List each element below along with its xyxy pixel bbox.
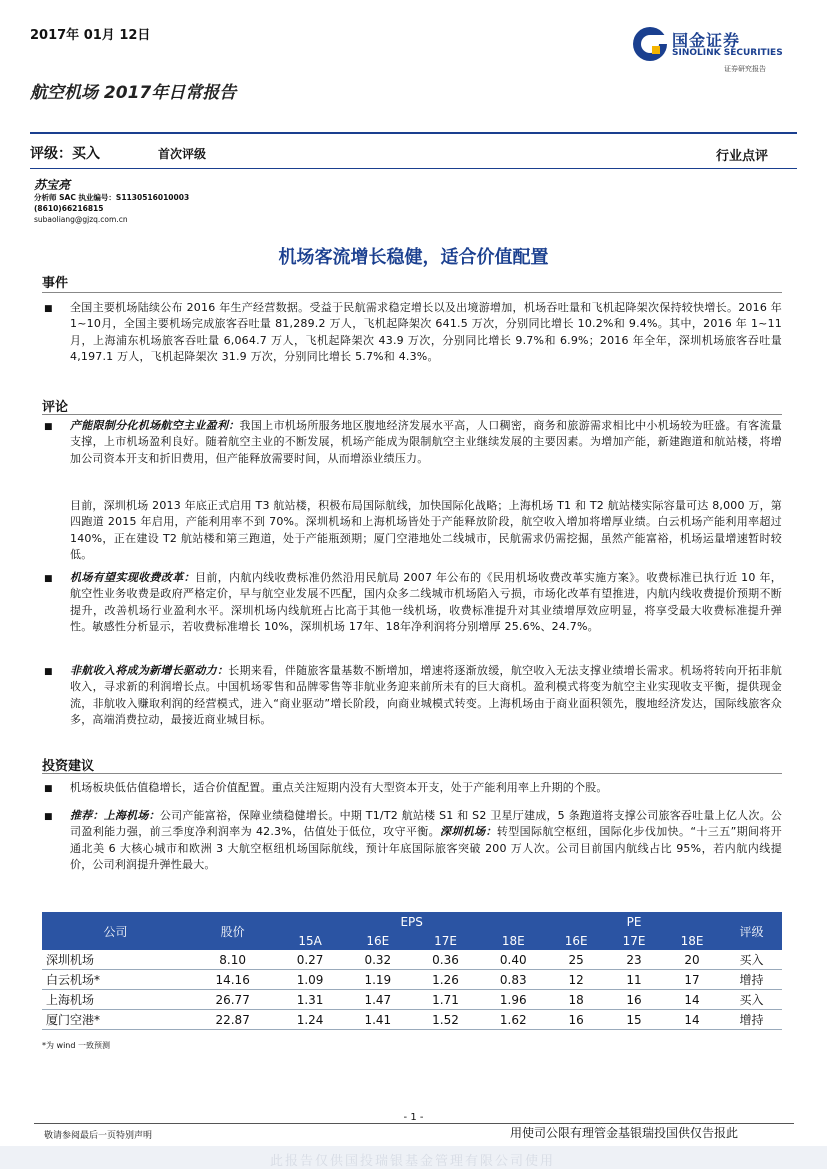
footer-mirror-text: 用使司公限有理管金基银瑞投国供仅告报此 [510, 1126, 739, 1140]
header-year: 16E [547, 931, 605, 950]
header-year: 18E [663, 931, 721, 950]
table-cell: 12 [547, 970, 605, 990]
report-title: 航空机场 2017年日常报告 [30, 83, 237, 103]
table-cell: 14.16 [189, 970, 276, 990]
table-cell: 17 [663, 970, 721, 990]
table-cell: 深圳机场 [42, 950, 189, 970]
table-cell: 0.40 [479, 950, 547, 970]
table-cell: 26.77 [189, 990, 276, 1010]
table-note: *为 wind 一致预测 [42, 1041, 110, 1050]
table-cell: 0.27 [276, 950, 344, 970]
bullet-icon: ■ [44, 304, 53, 314]
sinolink-logo-icon [632, 26, 668, 62]
section-divider [42, 773, 782, 774]
header-company: 公司 [42, 912, 189, 950]
header-year: 18E [479, 931, 547, 950]
table-cell: 14 [663, 1010, 721, 1030]
table-cell: 增持 [721, 970, 782, 990]
headline: 机场客流增长稳健，适合价值配置 [278, 247, 549, 268]
analyst-phone: (8610)66216815 [34, 204, 104, 213]
table-cell: 1.24 [276, 1010, 344, 1030]
watermark: 此报告仅供国投瑞银基金管理有限公司使用 [270, 1154, 556, 1169]
bullet-icon: ■ [44, 574, 53, 584]
analyst-email[interactable]: subaoliang@gjzq.com.cn [34, 215, 128, 224]
table-cell: 18 [547, 990, 605, 1010]
section-divider [42, 292, 782, 293]
footer-disclaimer: 敬请参阅最后一页特别声明 [44, 1131, 153, 1141]
table-cell: 厦门空港* [42, 1010, 189, 1030]
header-year: 17E [412, 931, 480, 950]
page-number: - 1 - [403, 1112, 424, 1123]
table-cell: 11 [605, 970, 663, 990]
table-cell: 8.10 [189, 950, 276, 970]
header-rating: 评级 [721, 912, 782, 950]
table-cell: 1.31 [276, 990, 344, 1010]
table-cell: 0.32 [344, 950, 412, 970]
table-cell: 16 [547, 1010, 605, 1030]
table-cell: 15 [605, 1010, 663, 1030]
section-comment-title: 评论 [42, 400, 69, 415]
bullet-icon: ■ [44, 422, 53, 432]
comment-paragraph-3 [70, 570, 782, 635]
bullet-icon: ■ [44, 667, 53, 677]
header-eps: EPS [276, 912, 547, 931]
comment-paragraph-1 [70, 418, 782, 467]
table-cell: 1.26 [412, 970, 480, 990]
industry-label: 行业点评 [716, 149, 769, 164]
rating-label: 评级：买入 [30, 146, 100, 162]
table-cell: 1.47 [344, 990, 412, 1010]
table-row [42, 1010, 782, 1030]
table-cell: 0.83 [479, 970, 547, 990]
table-cell: 14 [663, 990, 721, 1010]
section-divider [42, 414, 782, 415]
bullet-icon: ■ [44, 812, 53, 822]
comment-lead-3: 机场有望实现收费改革： [70, 571, 195, 584]
table-cell: 20 [663, 950, 721, 970]
table-cell: 0.36 [412, 950, 480, 970]
report-date: 2017年 01月 12日 [30, 28, 151, 43]
comment-paragraph-2: 目前，深圳机场 2013 年底正式启用 T3 航站楼，积极布局国际航线，加快国际化战略；上海机场 T1 和 T2 航站楼实际容量可达 8,000 万，第四跑道 2015 年启用，产能利用率不到 70%。深圳机场和上海机场皆处于产能释放阶段，航空收入增加将增厚业绩。白云机场产能利用率超过 140%，正在建设 T2 航站楼和第三跑道，处于产能瓶颈期；厦门空港地处二线城市，民航需求仍需挖掘，虽然产能富裕，机场运量增速暂时较低。 [70, 499, 782, 561]
header-pe: PE [547, 912, 721, 931]
table-row [42, 950, 782, 970]
brand-name-cn: 国金证券 [672, 31, 741, 50]
analyst-name: 苏宝亮 [34, 178, 71, 192]
section-invest-title: 投资建议 [42, 759, 95, 774]
table-row [42, 970, 782, 990]
invest-lead-shanghai: 推荐：上海机场： [70, 809, 160, 822]
header-year: 17E [605, 931, 663, 950]
table-cell: 买入 [721, 950, 782, 970]
table-cell: 22.87 [189, 1010, 276, 1030]
comment-text-4: 长期来看，伴随旅客量基数不断增加，增速将逐渐放缓，航空收入无法支撑业绩增长需求。机场将转向开拓非航收入，寻求新的利润增长点。中国机场零售和品牌零售等非航业务迎来前所未有的巨大商机。盈利模式将变为航空主业实现收支平衡，提供现金流，非航收入赚取利润的经营模式，进入“商业驱动”增长阶段，向商业城模式转变。上海机场由于商业面积领先，腹地经济发达，国际线旅客众多，高端消费拉动，最接近商业城目标。 [70, 664, 782, 726]
table-row [42, 990, 782, 1010]
table-cell: 23 [605, 950, 663, 970]
table-cell: 1.96 [479, 990, 547, 1010]
rating-bar [30, 132, 797, 169]
header-year: 16E [344, 931, 412, 950]
section-event-title: 事件 [42, 276, 69, 291]
table-cell: 1.41 [344, 1010, 412, 1030]
table-cell: 白云机场* [42, 970, 189, 990]
table-cell: 1.62 [479, 1010, 547, 1030]
brand-tag: 证券研究报告 [724, 65, 766, 73]
rating-first: 首次评级 [158, 147, 207, 161]
table-cell: 1.09 [276, 970, 344, 990]
comment-lead-4: 非航收入将成为新增长驱动力： [70, 664, 229, 677]
event-paragraph: 全国主要机场陆续公布 2016 年生产经营数据。受益于民航需求稳定增长以及出境游增加，机场吞吐量和飞机起降架次保持较快增长。2016 年 1~10月，全国主要机场完成旅客吞吐量 81,289.2 万人，飞机起降架次 641.5 万次，分别同比增长 10.2%和 9.4%。其中，2016 年 1~11月，上海浦东机场旅客吞吐量 6,064.7 万人，飞机起降架次 43.9 万次，分别同比增长 9.7%和 6.9%；2016 年全年，深圳机场旅客吞吐量 4,197.1 万人，飞机起降架次 31.9 万次，分别同比增长 5.7%和 4.3%。 [70, 301, 782, 363]
table-cell: 1.52 [412, 1010, 480, 1030]
invest-text-shanghai: 公司产能富裕，保障业绩稳健增长。中期 T1/T2 航站楼 S1 和 S2 卫星厅建成，5 条跑道将支撑公司旅客吞吐量上亿人次。公司盈利能力强，前三季度净利润率为 42.3%，估值处于低位，攻守平衡。 [70, 809, 783, 839]
header-year: 15A [276, 931, 344, 950]
valuation-table [42, 912, 782, 1030]
table-cell: 增持 [721, 1010, 782, 1030]
comment-lead-1: 产能限制分化机场航空主业盈利： [70, 419, 240, 432]
comment-text-3: 目前，内航内线收费标准仍然沿用民航局 2007 年公布的《民用机场收费改革实施方案》。收费标准已执行近 10 年，航空性业务收费是政府严格定价，早与航空业发展不匹配，国内众多二线城市机场陷入亏损，市场化改革有望推进，内航内线收费提价预期不断提升，改善机场行业盈利水平。深圳机场内线航班占比高于其他一线机场，收费标准提升对其业绩增厚效应明显，将享受最大收费标准提升弹性。敏感性分析显示，若收费标准增长 10%，深圳机场 17年、18年净利润将分别增厚 25.6%、24.7%。 [70, 571, 783, 633]
table-cell: 1.19 [344, 970, 412, 990]
table-cell: 16 [605, 990, 663, 1010]
table-cell: 上海机场 [42, 990, 189, 1010]
comment-paragraph-4 [70, 663, 782, 728]
invest-paragraph-2 [70, 808, 782, 873]
bullet-icon: ■ [44, 784, 53, 794]
invest-text-shenzhen: 转型国际航空枢纽，国际化步伐加快。“十三五”期间将开通北美 6 大核心城市和欧洲 3 大航空枢纽机场国际航线，预计年底国际旅客突破 200 万人次。公司目前国内航线占比 95%，若内航内线提价，公司利润提升弹性最大。 [70, 825, 782, 871]
brand-name-en: SINOLINK SECURITIES [672, 48, 783, 58]
comment-text-1: 我国上市机场所服务地区腹地经济发展水平高，人口稠密，商务和旅游需求相比中小机场较为旺盛。有客流量支撑，上市机场盈利良好。随着航空主业的不断发展，机场产能成为限制航空主业继续发展的主要因素。为增加产能，新建跑道和航站楼，将增加公司资本开支和折旧费用，但产能释放需要时间，从而增添业绩压力。 [70, 419, 782, 465]
invest-paragraph-1: 机场板块低估值稳增长，适合价值配置。重点关注短期内没有大型资本开支，处于产能利用率上升期的个股。 [70, 781, 608, 794]
analyst-license: 分析师 SAC 执业编号：S1130516010003 [34, 193, 190, 202]
table-cell: 买入 [721, 990, 782, 1010]
header-price: 股价 [189, 912, 276, 950]
table-cell: 25 [547, 950, 605, 970]
table-cell: 1.71 [412, 990, 480, 1010]
invest-lead-shenzhen: 深圳机场： [440, 825, 497, 839]
